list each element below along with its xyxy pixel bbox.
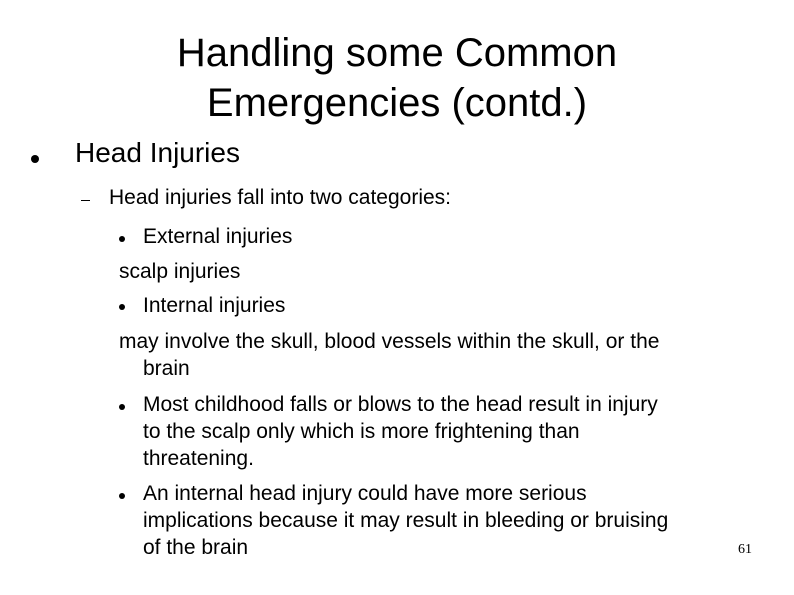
slide-title-line-2: Emergencies (contd.) (206, 81, 588, 125)
list-item-involve-line-1: may involve the skull, blood vessels within the skull, or the (119, 330, 660, 353)
bullet-dot-icon (119, 493, 125, 499)
bullet-dot-icon (31, 155, 39, 163)
list-item-scalp: scalp injuries (119, 260, 241, 283)
list-item-childhood-line-1: Most childhood falls or blows to the head result in injury (143, 393, 658, 416)
slide-title-line-1: Handling some Common (176, 31, 618, 75)
list-item-serious-line-2: implications because it may result in bleeding or bruising (143, 509, 669, 532)
subheading-categories: Head injuries fall into two categories: (109, 186, 452, 209)
heading-head-injuries: Head Injuries (75, 137, 240, 168)
list-item-internal: Internal injuries (143, 294, 286, 317)
list-item-external: External injuries (143, 225, 293, 248)
page-number: 61 (738, 542, 752, 557)
dash-bullet-icon (81, 200, 90, 201)
bullet-dot-icon (119, 304, 125, 310)
list-item-childhood-line-3: threatening. (143, 447, 254, 470)
list-item-serious-line-3: of the brain (143, 536, 249, 559)
bullet-dot-icon (119, 236, 125, 242)
list-item-childhood-line-2: to the scalp only which is more frightening than (143, 420, 580, 443)
bullet-dot-icon (119, 404, 125, 410)
list-item-serious-line-1: An internal head injury could have more serious (143, 482, 587, 505)
list-item-involve-line-2: brain (143, 357, 190, 380)
